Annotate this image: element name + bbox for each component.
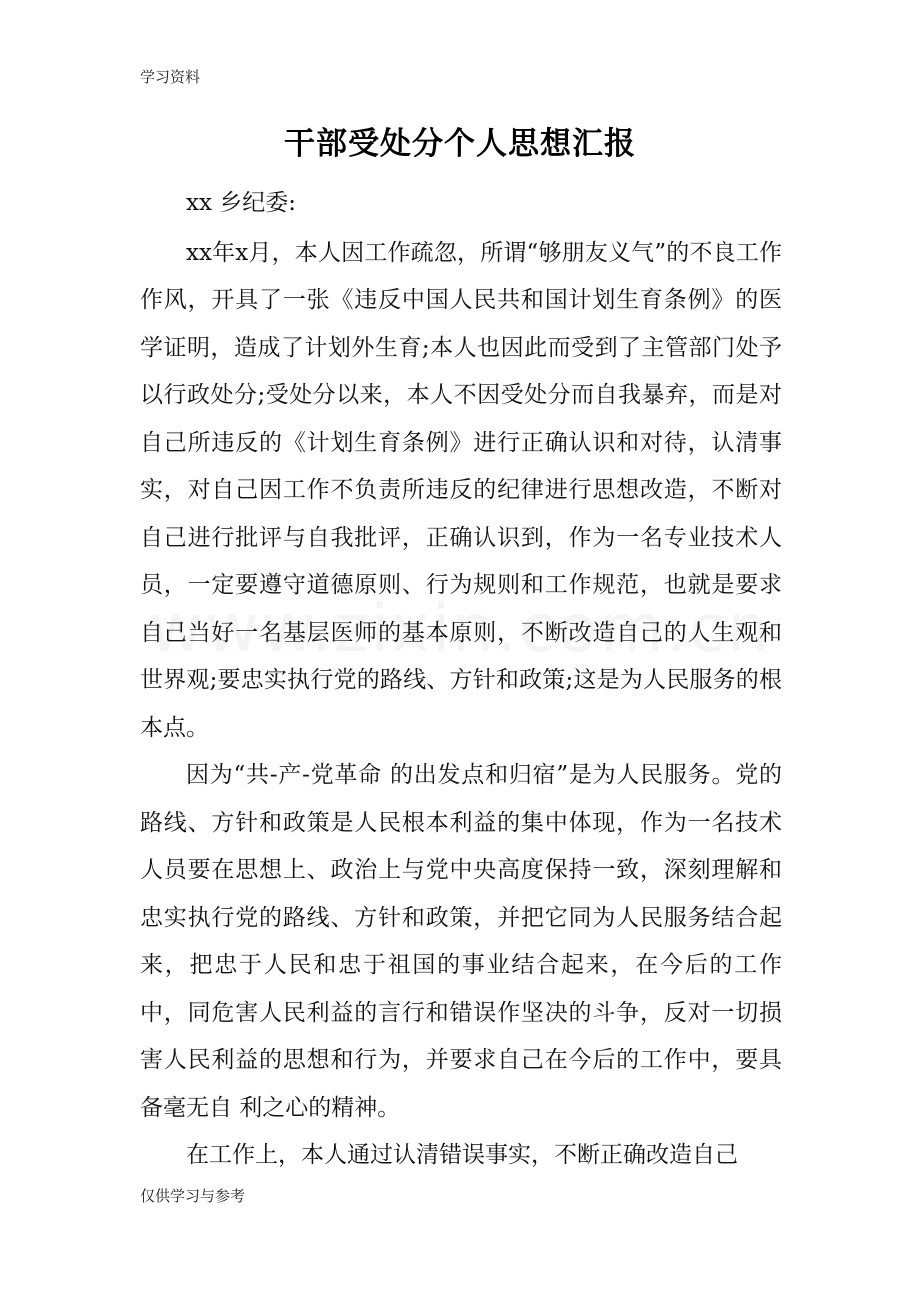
- page-footer-label: 仅供学习与参考: [140, 1187, 246, 1205]
- document-title: 干部受处分个人思想汇报: [284, 126, 636, 162]
- page-header-label: 学习资料: [140, 68, 201, 86]
- salutation: xx 乡纪委:: [186, 190, 297, 216]
- paragraph-2: 因为“共-产-党革命 的出发点和归宿”是为人民服务。党的路线、方针和政策是人民根本利益的集中体现，作为一名技术人员要在思想上、政治上与党中央高度保持一致，深刻理解和忠实执行党的路线、方针和政策，并把它同为人民服务结合起来，把忠于人民和忠于祖国的事业结合起来，在今后的工作中，同危害人民利益的言行和错误作坚决的斗争，反对一切损害人民利益的思想和行为，并要求自己在今后的工作中，要具备毫无自 利之心的精神。: [140, 762, 782, 1121]
- paragraph-3: 在工作上，本人通过认清错误事实，不断正确改造自己: [186, 1142, 738, 1168]
- paragraph-1: xx年x月，本人因工作疏忽，所谓“够朋友义气”的不良工作作风，开具了一张《违反中国人民共和国计划生育条例》的医学证明，造成了计划外生育;本人也因此而受到了主管部门处予以行政处分;受处分以来，本人不因受处分而自我暴弃，而是对自己所违反的《计划生育条例》进行正确认识和对待，认清事实，对自己因工作不负责所违反的纪律进行思想改造，不断对自己进行批评与自我批评，正确认识到，作为一名专业技术人员，一定要遵守道德原则、行为规则和工作规范，也就是要求自己当好一名基层医师的基本原则，不断改造自己的人生观和世界观;要忠实执行党的路线、方针和政策;这是为人民服务的根本点。: [140, 239, 782, 741]
- document-body: [140, 180, 782, 1180]
